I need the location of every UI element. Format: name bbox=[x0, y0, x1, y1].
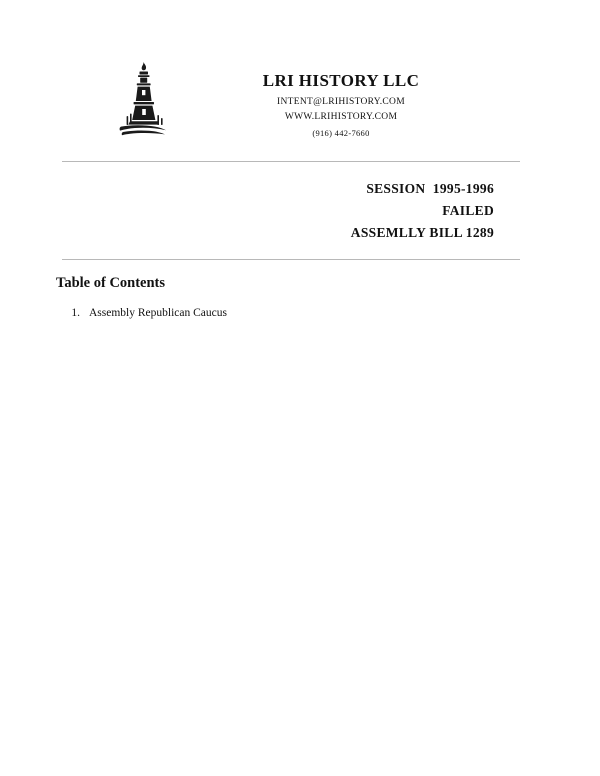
company-website: WWW.LRIHISTORY.COM bbox=[284, 112, 398, 123]
session-line: SESSION 1995-1996 bbox=[366, 181, 494, 196]
letterhead bbox=[0, 58, 600, 142]
company-name: LRI HISTORY LLC bbox=[262, 71, 420, 90]
session-heading bbox=[62, 178, 494, 244]
list-item-label: Assembly Republican Caucus bbox=[89, 307, 227, 319]
divider-top bbox=[62, 161, 520, 162]
bill-number: ASSEMLLY BILL 1289 bbox=[350, 224, 494, 240]
divider-bottom bbox=[62, 259, 520, 260]
session-status: FAILED bbox=[442, 202, 494, 218]
letterhead-text bbox=[191, 58, 491, 138]
table-of-contents-heading: Table of Contents bbox=[56, 275, 166, 291]
company-email: INTENT@LRIHISTORY.COM bbox=[277, 97, 405, 108]
list-item[interactable] bbox=[56, 307, 496, 319]
company-phone: (916) 442-7660 bbox=[312, 128, 370, 139]
table-of-contents-list bbox=[56, 307, 496, 323]
lri-lighthouse-logo-icon bbox=[109, 60, 181, 142]
list-item-number: 1. bbox=[71, 307, 80, 319]
